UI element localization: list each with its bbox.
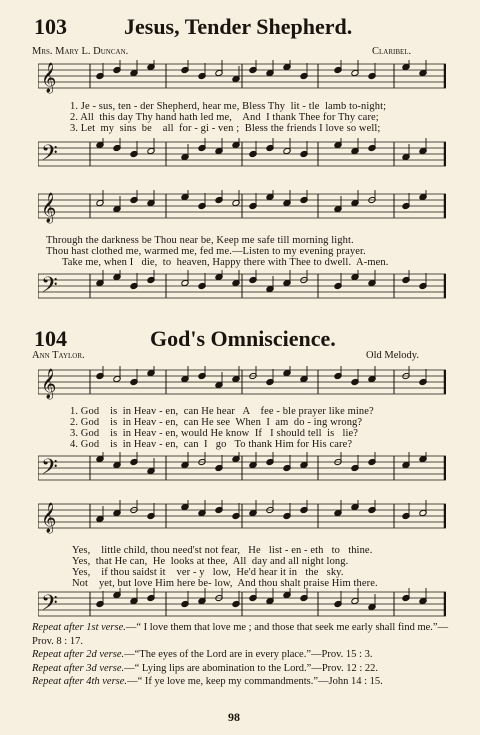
svg-text:𝄞: 𝄞 xyxy=(41,369,57,399)
author-104: Ann Taylor. xyxy=(32,350,85,361)
svg-text:𝄢: 𝄢 xyxy=(41,141,58,171)
refrain-line: Through the darkness be Thou near be, Keep me safe till morning light. xyxy=(46,235,354,246)
svg-text:𝄢: 𝄢 xyxy=(41,273,58,303)
footnote-1 xyxy=(32,621,462,648)
footnote-3 xyxy=(32,662,462,676)
svg-text:𝄞: 𝄞 xyxy=(41,503,57,533)
svg-text:𝄞: 𝄞 xyxy=(41,193,57,223)
footnote-label: Repeat after 4th verse. xyxy=(32,676,128,687)
refrain-line: Take me, when I die, to heaven, Happy there with Thee to dwell. A-men. xyxy=(62,257,389,268)
stanza-line: 1. God is in Heav - en, can He hear A fee - ble prayer like mine? xyxy=(70,406,374,417)
svg-text:𝄢: 𝄢 xyxy=(41,455,58,485)
stanza-line: 2. God is in Heav - en, can He see When I am do - ing wrong? xyxy=(70,417,363,428)
music-staff xyxy=(38,500,446,536)
page-number: 98 xyxy=(228,710,240,724)
hymn-title-104: God's Omniscience. xyxy=(150,326,336,351)
tune-name-103: Claribel. xyxy=(372,46,412,57)
music-staff xyxy=(38,270,446,306)
refrain-line: Yes, little child, thou need'st not fear, He list - en - eth to thine. xyxy=(72,545,373,556)
author-103: Mrs. Mary L. Duncan. xyxy=(32,46,129,57)
music-staff xyxy=(38,588,446,618)
footnote-label: Repeat after 1st verse. xyxy=(32,622,126,633)
music-staff xyxy=(38,138,446,174)
footnotes xyxy=(32,621,462,689)
tune-name-104: Old Melody. xyxy=(366,350,419,361)
footnote-4 xyxy=(32,675,462,689)
footnote-text: —“ I love them that love me ; and those that seek me early shall find me.”—Prov. 8 : 17. xyxy=(32,622,449,647)
refrain-line: Thou hast clothed me, warmed me, fed me.—Listen to my evening prayer. xyxy=(46,246,366,257)
footnote-2 xyxy=(32,648,462,662)
svg-text:𝄞: 𝄞 xyxy=(41,63,57,93)
footnote-label: Repeat after 2d verse. xyxy=(32,649,125,660)
footnote-text: —“The eyes of the Lord are in every place.”—Prov. 15 : 3. xyxy=(124,649,373,660)
stanza-line: 3. God is in Heav - en, would He know If I should tell is lie? xyxy=(70,428,359,439)
stanza-line: 2. All this day Thy hand hath led me, And I thank Thee for Thy care; xyxy=(70,112,379,123)
music-staff xyxy=(38,60,446,96)
footnote-text: —“ Lying lips are abomination to the Lord.”—Prov. 12 : 22. xyxy=(124,662,379,674)
stanza-line: 4. God is in Heav - en, can I go To thank Him for His care? xyxy=(70,439,353,450)
refrain-line: Yes, if thou saidst it ver - y low, He'd hear it in the sky. xyxy=(72,567,344,578)
refrain-line: Not yet, but love Him here be- low, And thou shalt praise Him there. xyxy=(72,578,378,589)
hymn-number-103: 103 xyxy=(34,14,67,39)
stanza-line: 3. Let my sins be all for - gi - ven ; Bless the friends I love so well; xyxy=(70,123,381,134)
hymn-title-103: Jesus, Tender Shepherd. xyxy=(124,14,353,39)
stanza-line: 1. Je - sus, ten - der Shepherd, hear me, Bless Thy lit - tle lamb to-night; xyxy=(70,101,387,112)
hymn-number-104: 104 xyxy=(34,326,67,351)
footnote-label: Repeat after 3d verse. xyxy=(32,662,125,674)
refrain-line: Yes, that He can, He looks at thee, All day and all night long. xyxy=(72,556,349,567)
svg-text:𝄢: 𝄢 xyxy=(41,591,58,618)
music-staff xyxy=(38,366,446,402)
footnote-text: —“ If ye love me, keep my commandments.”—John 14 : 15. xyxy=(127,676,383,687)
music-staff xyxy=(38,452,446,488)
music-staff xyxy=(38,190,446,226)
